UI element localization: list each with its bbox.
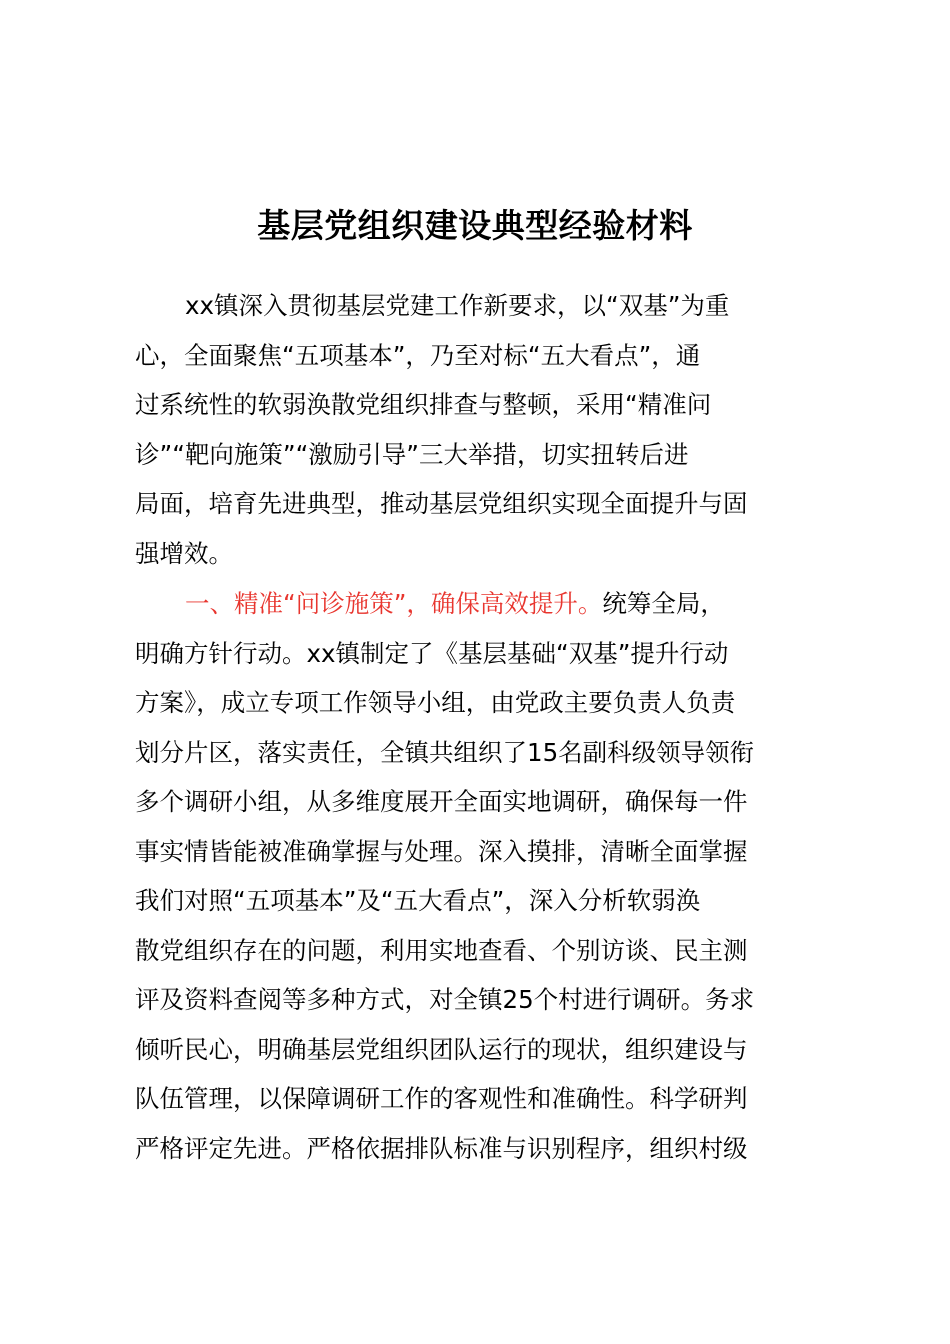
paragraph-line: 诊”“靶向施策”“激励引导”三大举措，切实扭转后进 <box>135 439 689 469</box>
paragraph-line <box>135 579 835 629</box>
section-heading: 一、精准“问诊施策”，确保高效提升。 <box>185 589 603 618</box>
paragraph-line: 局面，培育先进典型，推动基层党组织实现全面提升与固 <box>135 489 748 518</box>
document-title: 基层党组织建设典型经验材料 <box>257 206 693 245</box>
paragraph-line: 队伍管理，以保障调研工作的客观性和准确性。科学研判 <box>135 1084 748 1113</box>
section-one-paragraph <box>135 579 835 1173</box>
paragraph-line: 心，全面聚焦“五项基本”，乃至对标“五大看点”，通 <box>135 340 701 370</box>
paragraph-line: 散党组织存在的问题，利用实地查看、个别访谈、民主测 <box>135 935 748 965</box>
paragraph-line: 方案》，成立专项工作领导小组，由党政主要负责人负责 <box>135 688 736 717</box>
heading-line-rest: 统筹全局， <box>602 589 725 618</box>
paragraph-line: 多个调研小组，从多维度展开全面实地调研，确保每一件 <box>135 787 748 816</box>
paragraph-line: 强增效。 <box>135 538 233 568</box>
paragraph-line: 严格评定先进。严格依据排队标准与识别程序，组织村级 <box>135 1133 748 1163</box>
paragraph-line: 明确方针行动。xx镇制定了《基层基础“双基”提升行动 <box>135 638 729 668</box>
paragraph-line: 划分片区，落实责任，全镇共组织了15名副科级领导领衔 <box>135 737 755 767</box>
paragraph-line: 过系统性的软弱涣散党组织排查与整顿，采用“精准问 <box>135 390 712 419</box>
paragraph-line: 评及资料查阅等多种方式，对全镇25个村进行调研。务求 <box>135 985 755 1014</box>
paragraph-line: 我们对照“五项基本”及“五大看点”，深入分析软弱涣 <box>135 886 701 915</box>
intro-paragraph <box>135 281 835 578</box>
paragraph-line: xx镇深入贯彻基层党建工作新要求，以“双基”为重 <box>185 291 730 320</box>
paragraph-line: 事实情皆能被准确掌握与处理。深入摸排，清晰全面掌握 <box>135 836 748 866</box>
paragraph-line: 倾听民心，明确基层党组织团队运行的现状，组织建设与 <box>135 1034 748 1064</box>
